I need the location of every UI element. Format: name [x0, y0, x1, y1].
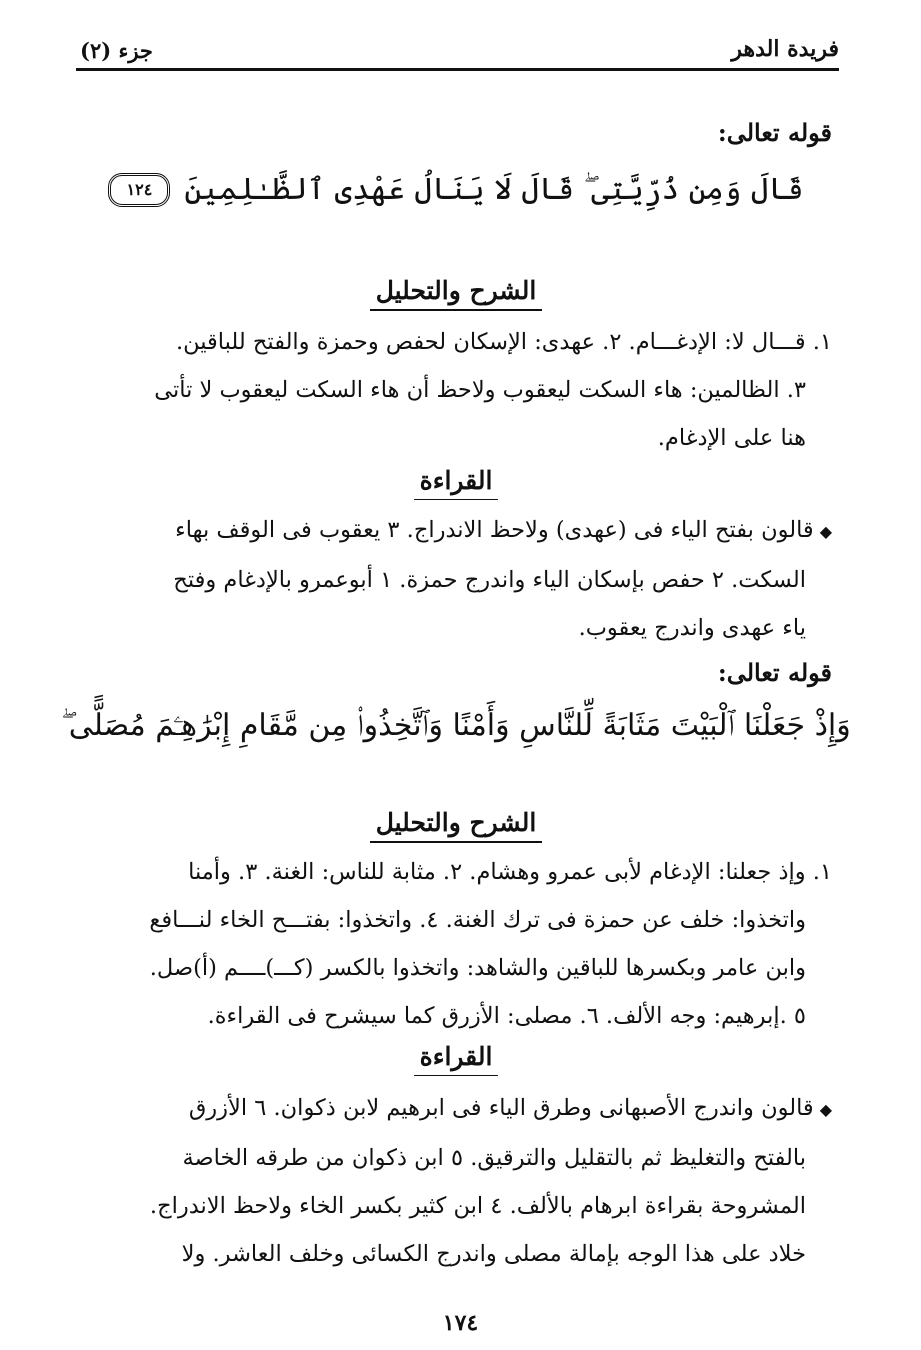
text-line: المشروحة بقراءة ابرهام بالألف. ٤ ابن كثير بكسر الخاء ولاحظ الاندراج.: [149, 1193, 806, 1219]
diamond-bullet-icon: ◆: [819, 522, 832, 541]
heading-text: الشرح والتحليل: [370, 276, 543, 311]
text-line: [80, 506, 832, 556]
text-line: واتخذوا: خلف عن حمزة فى ترك الغنة. ٤. واتخذوا: بفتـــح الخاء لنـــافع: [149, 907, 806, 933]
verse-text: وَإِذْ جَعَلْنَا ٱلْبَيْتَ مَثَابَةً لِّلنَّاسِ وَأَمْنًا وَٱتَّخِذُوا۟ مِن مَّقَامِ إِبْرَٰهِـۧمَ مُصَلًّى ۖ: [61, 708, 851, 743]
quran-verse: [80, 172, 832, 207]
header-rule: [76, 68, 839, 71]
verse-intro-label: قوله تعالى:: [717, 658, 832, 687]
verse-intro-label: قوله تعالى:: [717, 118, 832, 147]
sharh-paragraph: [80, 318, 832, 462]
text-line: هنا على الإدغام.: [657, 425, 806, 451]
text-line: ١. وإذ جعلنا: الإدغام لأبى عمرو وهشام. ٢. مثابة للناس: الغنة. ٣. وأمنا: [188, 859, 832, 885]
header-book-title: فريدة الدهر: [731, 36, 839, 62]
section-heading-qiraa: [80, 1042, 832, 1071]
text-line: ١. قـــال لا: الإدغـــام. ٢. عهدى: الإسكان لحفص وحمزة والفتح للباقين.: [175, 329, 832, 355]
header-part: جزء (٢): [80, 38, 153, 63]
quran-verse: [61, 708, 851, 743]
heading-text: القراءة: [414, 1042, 499, 1076]
text-line: وابن عامر وبكسرها للباقين والشاهد: واتخذوا بالكسر (كـــ)ــــم (أ)صل.: [149, 955, 806, 981]
text-line: [80, 1084, 832, 1134]
verse-text: قَالَ وَمِن ذُرِّيَّتِى ۖ قَالَ لَا يَنَالُ عَهْدِى ٱلظَّـٰلِمِينَ: [184, 172, 804, 207]
text-line: ياء عهدى واندرج يعقوب.: [578, 615, 806, 641]
heading-text: القراءة: [414, 466, 499, 500]
section-heading-sharh: [80, 276, 832, 305]
qiraa-paragraph: [80, 506, 832, 652]
text-line: ٥ .إبرهيم: وجه الألف. ٦. مصلى: الأزرق كما سيشرح فى القراءة.: [207, 1003, 806, 1029]
text-line: بالفتح والتغليظ ثم بالتقليل والترقيق. ٥ ابن ذكوان من طرقه الخاصة: [182, 1145, 806, 1171]
text-line: خلاد على هذا الوجه بإمالة مصلى واندرج الكسائى وخلف العاشر. ولا: [181, 1241, 806, 1267]
diamond-bullet-icon: ◆: [819, 1100, 832, 1119]
line-text: قالون بفتح الياء فى (عهدى) ولاحظ الاندراج. ٣ يعقوب فى الوقف بهاء: [175, 517, 814, 543]
qiraa-paragraph: [80, 1084, 832, 1278]
heading-text: الشرح والتحليل: [370, 808, 543, 843]
ayah-number-marker: [108, 173, 170, 207]
section-heading-sharh: [80, 808, 832, 837]
page-number: ١٧٤: [442, 1310, 479, 1336]
line-text: قالون واندرج الأصبهانى وطرق الياء فى ابرهيم لابن ذكوان. ٦ الأزرق: [188, 1095, 814, 1121]
section-heading-qiraa: [80, 466, 832, 495]
text-line: السكت. ٢ حفص بإسكان الياء واندرج حمزة. ١ أبوعمرو بالإدغام وفتح: [173, 567, 806, 593]
sharh-paragraph: [80, 848, 832, 1040]
text-line: ٣. الظالمين: هاء السكت ليعقوب ولاحظ أن هاء السكت ليعقوب لا تأتى: [154, 377, 806, 403]
ayah-number: ١٢٤: [126, 180, 153, 199]
